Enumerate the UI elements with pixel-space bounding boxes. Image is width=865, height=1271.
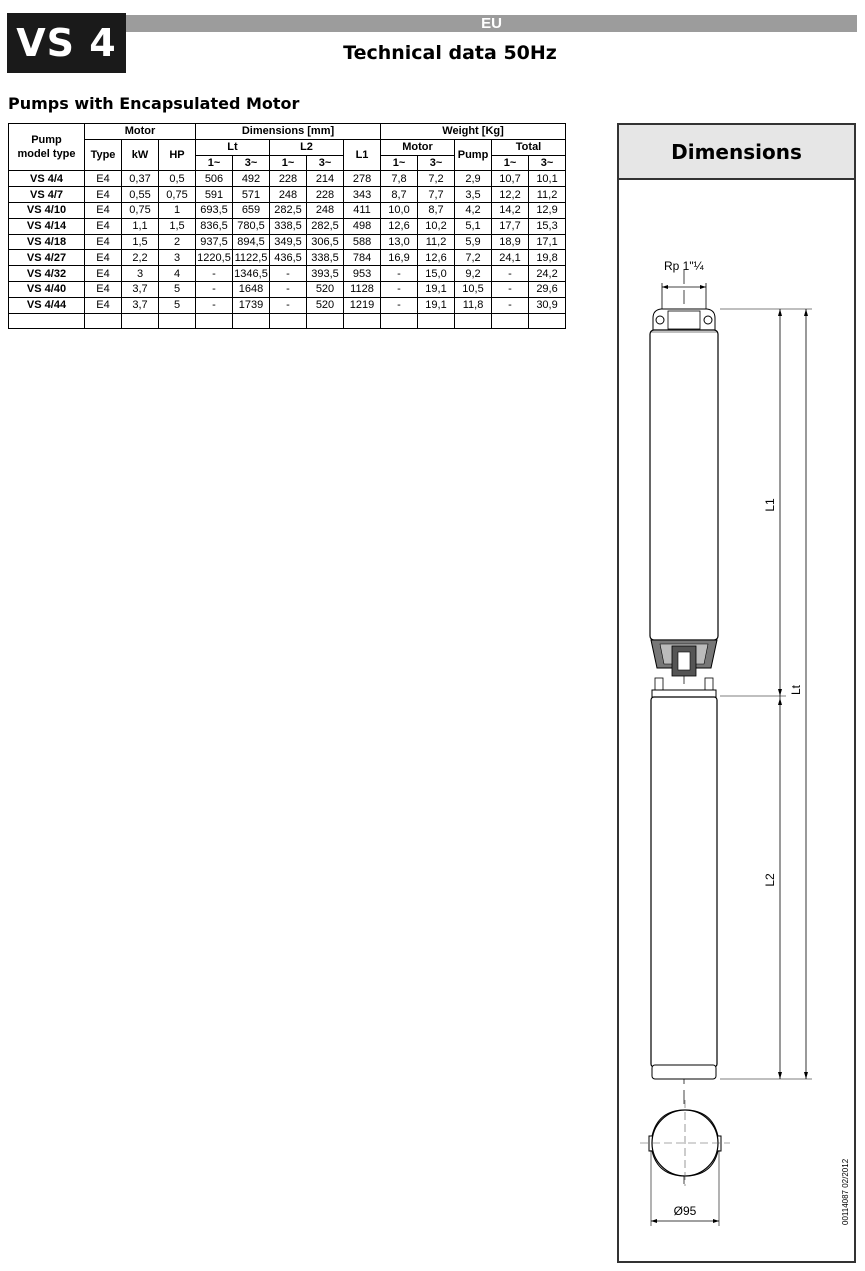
value-cell: 343	[344, 187, 381, 203]
value-cell: 214	[307, 171, 344, 187]
value-cell: 2,2	[122, 250, 159, 266]
value-cell: 17,1	[529, 234, 566, 250]
value-cell: 3	[159, 250, 196, 266]
header-l1: L1	[344, 139, 381, 171]
value-cell: 10,1	[529, 171, 566, 187]
model-cell: VS 4/7	[9, 187, 85, 203]
header-motor: Motor	[85, 124, 196, 140]
value-cell: 506	[196, 171, 233, 187]
value-cell: E4	[85, 297, 122, 313]
header-lt: Lt	[196, 139, 270, 155]
value-cell: 436,5	[270, 250, 307, 266]
value-cell: 7,2	[418, 171, 455, 187]
header-kw: kW	[122, 139, 159, 171]
model-cell: VS 4/4	[9, 171, 85, 187]
header-model-type: model type	[17, 148, 76, 161]
value-cell: E4	[85, 281, 122, 297]
header-phase: 1~	[381, 155, 418, 171]
header-l2: L2	[270, 139, 344, 155]
value-cell: -	[492, 281, 529, 297]
value-cell: 2,9	[455, 171, 492, 187]
value-cell: 393,5	[307, 266, 344, 282]
value-cell: 1648	[233, 281, 270, 297]
value-cell: 10,0	[381, 202, 418, 218]
pump-body	[650, 330, 718, 640]
header-weight-pump: Pump	[455, 139, 492, 171]
value-cell: 9,2	[455, 266, 492, 282]
value-cell: 19,1	[418, 281, 455, 297]
value-cell: 29,6	[529, 281, 566, 297]
model-cell: VS 4/14	[9, 218, 85, 234]
value-cell: 248	[307, 202, 344, 218]
value-cell: 4,2	[455, 202, 492, 218]
region-bar: EU	[126, 15, 857, 32]
value-cell: 0,5	[159, 171, 196, 187]
value-cell: 3,7	[122, 281, 159, 297]
value-cell: 7,2	[455, 250, 492, 266]
value-cell: 0,75	[159, 187, 196, 203]
value-cell: 306,5	[307, 234, 344, 250]
value-cell: 349,5	[270, 234, 307, 250]
model-badge: VS 4	[7, 13, 126, 73]
value-cell: 520	[307, 297, 344, 313]
value-cell: 10,5	[455, 281, 492, 297]
header-phase: 1~	[492, 155, 529, 171]
value-cell: 30,9	[529, 297, 566, 313]
page-title: Technical data 50Hz	[343, 42, 557, 64]
value-cell: 12,9	[529, 202, 566, 218]
value-cell: 1219	[344, 297, 381, 313]
value-cell: 5	[159, 281, 196, 297]
value-cell: E4	[85, 171, 122, 187]
header-phase: 1~	[270, 155, 307, 171]
model-cell: VS 4/27	[9, 250, 85, 266]
value-cell: 248	[270, 187, 307, 203]
value-cell: 571	[233, 187, 270, 203]
value-cell: 24,1	[492, 250, 529, 266]
value-cell: 588	[344, 234, 381, 250]
value-cell: 14,2	[492, 202, 529, 218]
value-cell: 228	[270, 171, 307, 187]
value-cell: -	[270, 266, 307, 282]
value-cell: 10,2	[418, 218, 455, 234]
model-cell: VS 4/18	[9, 234, 85, 250]
value-cell: 5	[159, 297, 196, 313]
value-cell: 5,1	[455, 218, 492, 234]
header-phase: 3~	[418, 155, 455, 171]
header-hp: HP	[159, 139, 196, 171]
value-cell: 937,5	[196, 234, 233, 250]
header-pump: Pump	[31, 134, 62, 147]
value-cell: 12,6	[381, 218, 418, 234]
rp-label: Rp 1"¼	[664, 259, 704, 273]
header-phase: 3~	[233, 155, 270, 171]
value-cell: 17,7	[492, 218, 529, 234]
value-cell: -	[381, 281, 418, 297]
value-cell: 19,8	[529, 250, 566, 266]
value-cell: 338,5	[270, 218, 307, 234]
diameter-label: Ø95	[673, 1204, 697, 1218]
model-cell: VS 4/44	[9, 297, 85, 313]
value-cell: 10,7	[492, 171, 529, 187]
arrow	[662, 285, 668, 289]
value-cell: 1,1	[122, 218, 159, 234]
value-cell: 591	[196, 187, 233, 203]
value-cell: 282,5	[307, 218, 344, 234]
dimensions-title: Dimensions	[619, 125, 854, 180]
value-cell: 1739	[233, 297, 270, 313]
value-cell: E4	[85, 266, 122, 282]
value-cell: 693,5	[196, 202, 233, 218]
value-cell: 836,5	[196, 218, 233, 234]
header-weight-motor: Motor	[381, 139, 455, 155]
header-phase: 1~	[196, 155, 233, 171]
outlet-socket	[668, 311, 700, 329]
value-cell: 15,3	[529, 218, 566, 234]
model-cell: VS 4/40	[9, 281, 85, 297]
value-cell: 411	[344, 202, 381, 218]
value-cell: -	[492, 266, 529, 282]
value-cell: 1	[159, 202, 196, 218]
value-cell: 11,2	[418, 234, 455, 250]
value-cell: 5,9	[455, 234, 492, 250]
value-cell: 7,7	[418, 187, 455, 203]
value-cell: 4	[159, 266, 196, 282]
value-cell: 12,6	[418, 250, 455, 266]
value-cell: 1346,5	[234, 267, 268, 280]
value-cell: E4	[85, 187, 122, 203]
value-cell: E4	[85, 234, 122, 250]
value-cell: 0,75	[122, 202, 159, 218]
value-cell: 784	[344, 250, 381, 266]
header-type: Type	[85, 139, 122, 171]
header-phase: 3~	[529, 155, 566, 171]
value-cell: 12,2	[492, 187, 529, 203]
value-cell: E4	[85, 202, 122, 218]
value-cell: 11,8	[455, 297, 492, 313]
value-cell: -	[270, 281, 307, 297]
value-cell: 18,9	[492, 234, 529, 250]
value-cell: -	[492, 297, 529, 313]
value-cell: 7,8	[381, 171, 418, 187]
value-cell: 659	[233, 202, 270, 218]
value-cell: 1128	[344, 281, 381, 297]
value-cell: 3,5	[455, 187, 492, 203]
value-cell: 0,37	[122, 171, 159, 187]
l2-label: L2	[763, 873, 777, 887]
motor-base	[652, 1065, 716, 1079]
lt-label: Lt	[789, 684, 803, 696]
value-cell: 24,2	[529, 266, 566, 282]
value-cell: 282,5	[270, 202, 307, 218]
value-cell: 1220,5	[197, 251, 231, 264]
value-cell: -	[381, 266, 418, 282]
header-phase: 3~	[307, 155, 344, 171]
value-cell: 492	[233, 171, 270, 187]
value-cell: 278	[344, 171, 381, 187]
value-cell: 520	[307, 281, 344, 297]
head-hole-right	[704, 316, 712, 324]
header-weight-total: Total	[492, 139, 566, 155]
value-cell: -	[270, 297, 307, 313]
model-cell: VS 4/10	[9, 202, 85, 218]
motor-body	[651, 697, 717, 1067]
value-cell: 19,1	[418, 297, 455, 313]
header-dimensions: Dimensions [mm]	[196, 124, 381, 140]
value-cell: E4	[85, 250, 122, 266]
value-cell: 3,7	[122, 297, 159, 313]
section-title: Pumps with Encapsulated Motor	[8, 94, 300, 113]
value-cell: 953	[344, 266, 381, 282]
value-cell: E4	[85, 218, 122, 234]
value-cell: 1,5	[159, 218, 196, 234]
value-cell: 16,9	[381, 250, 418, 266]
value-cell: 2	[159, 234, 196, 250]
value-cell: 11,2	[529, 187, 566, 203]
value-cell: -	[196, 297, 233, 313]
value-cell: -	[196, 266, 233, 282]
value-cell: 498	[344, 218, 381, 234]
header-weight: Weight [Kg]	[381, 124, 566, 140]
value-cell: 780,5	[233, 218, 270, 234]
value-cell: -	[196, 281, 233, 297]
value-cell: 3	[122, 266, 159, 282]
value-cell: 1122,5	[233, 250, 270, 266]
head-hole-left	[656, 316, 664, 324]
value-cell: 8,7	[381, 187, 418, 203]
value-cell: 1,5	[122, 234, 159, 250]
value-cell: 0,55	[122, 187, 159, 203]
value-cell: 15,0	[418, 266, 455, 282]
model-cell: VS 4/32	[9, 266, 85, 282]
arrow	[700, 285, 706, 289]
drawing-code: 00114087 02/2012	[841, 1158, 850, 1225]
value-cell: -	[381, 297, 418, 313]
l1-label: L1	[763, 498, 777, 512]
motor-flange	[652, 690, 716, 697]
value-cell: 228	[307, 187, 344, 203]
value-cell: 894,5	[233, 234, 270, 250]
value-cell: 338,5	[307, 250, 344, 266]
value-cell: 13,0	[381, 234, 418, 250]
value-cell: 8,7	[418, 202, 455, 218]
